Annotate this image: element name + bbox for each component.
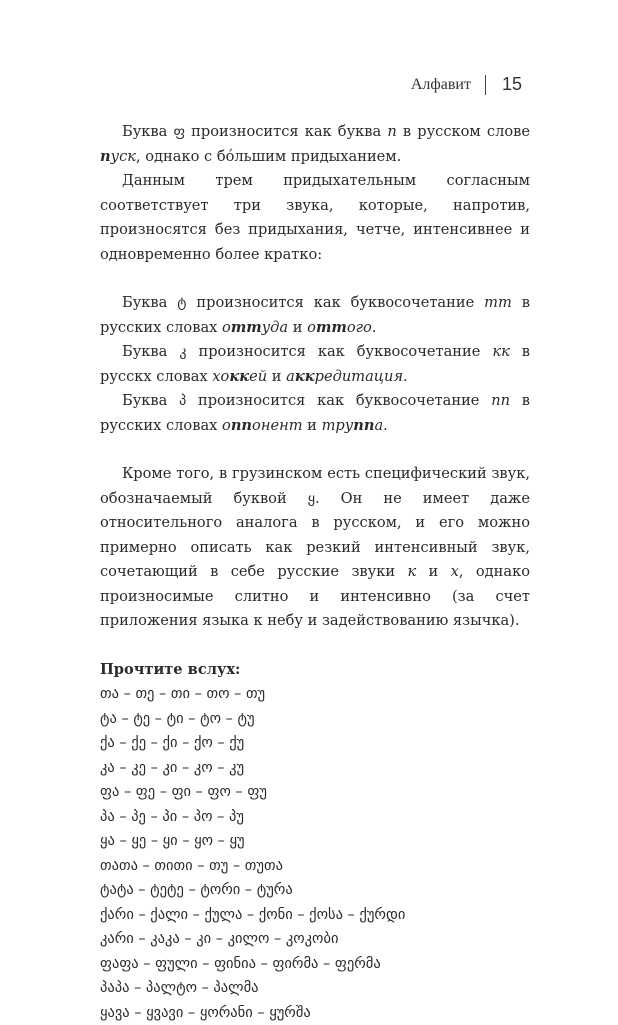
- exercise-line: ქა – ქე – ქი – ქო – ქუ: [100, 731, 530, 756]
- text: произносится как буквосочетание: [186, 294, 484, 311]
- paragraph-ph-letter: [100, 120, 530, 169]
- italic-text: п: [387, 123, 396, 140]
- exercise-line: ფაფა – ფული – ფინია – ფირმა – ფერმა: [100, 952, 530, 977]
- italic-text: уда: [262, 319, 288, 336]
- spacer: [100, 438, 530, 462]
- exercise-line: ყა – ყე – ყი – ყო – ყუ: [100, 829, 530, 854]
- exercise-list: [100, 682, 530, 1025]
- text: произносится как буквосочетание: [186, 392, 491, 409]
- text: и: [267, 368, 286, 385]
- italic-text: о: [307, 319, 316, 336]
- italic-text: х: [451, 563, 459, 580]
- exercise-line: ქარი – ქალი – ქულა – ქონი – ქოსა – ქურდი: [100, 903, 530, 928]
- text: Кроме того, в грузинском есть специфический звук, обозначаемый буквой: [100, 465, 530, 507]
- italic-text: уск: [111, 148, 136, 165]
- running-head: [411, 74, 522, 95]
- italic-text: к: [407, 563, 416, 580]
- paragraph-p-letter: [100, 389, 530, 438]
- text: в русскх словах: [100, 343, 530, 385]
- georgian-letter: ყ: [308, 491, 315, 507]
- header-divider: [485, 75, 486, 95]
- bold-italic-text: тт: [316, 319, 347, 336]
- text: произносится как буква: [185, 123, 387, 140]
- page-number: 15: [502, 74, 522, 95]
- exercise-line: თა – თე – თი – თო – თუ: [100, 682, 530, 707]
- exercise-line: პაპა – პალტო – პალმა: [100, 976, 530, 1001]
- text: . Он не имеет даже относительного аналога в русском, и его можно примерно описать как резкий интенсивный звук, сочетающий в себе русские звуки: [100, 490, 530, 581]
- bold-italic-text: п: [100, 148, 111, 165]
- italic-text: тт: [484, 294, 512, 311]
- italic-text: ого: [347, 319, 372, 336]
- text: , однако с бóльшим придыханием.: [136, 148, 401, 165]
- exercise-line: პა – პე – პი – პო – პუ: [100, 805, 530, 830]
- italic-text: кк: [492, 343, 509, 360]
- text: Буква: [122, 392, 179, 409]
- bold-italic-text: кк: [229, 368, 249, 385]
- text: в русском слове: [397, 123, 530, 140]
- text: Буква: [122, 294, 177, 311]
- text: и: [288, 319, 307, 336]
- spacer: [100, 267, 530, 291]
- exercise-line: კა – კე – კი – კო – კუ: [100, 756, 530, 781]
- spacer: [100, 634, 530, 658]
- page-body: [100, 120, 530, 1025]
- text: произносится как буквосочетание: [186, 343, 492, 360]
- georgian-letter: ფ: [173, 124, 185, 140]
- italic-text: а: [374, 417, 383, 434]
- italic-text: онент: [252, 417, 303, 434]
- exercise-title: Прочтите вслух:: [100, 658, 530, 683]
- exercise-line: ფა – ფე – ფი – ფო – ფუ: [100, 780, 530, 805]
- text: , однако произносимые слитно и интенсивно (за счет приложения языка к небу и задействованию язычка).: [100, 563, 530, 629]
- exercise-line: კარი – კაკა – კი – კილო – კოკობი: [100, 927, 530, 952]
- text: и: [303, 417, 322, 434]
- text: Буква: [122, 123, 173, 140]
- italic-text: ей: [249, 368, 267, 385]
- text: в русских словах: [100, 294, 530, 336]
- text: .: [383, 417, 388, 434]
- text: в русских словах: [100, 392, 530, 434]
- exercise-line: ყავა – ყვავი – ყორანი – ყურშა: [100, 1001, 530, 1025]
- text: .: [372, 319, 377, 336]
- paragraph-t-letter: [100, 291, 530, 340]
- georgian-letter: პ: [179, 393, 186, 409]
- italic-text: тру: [322, 417, 354, 434]
- italic-text: о: [222, 417, 231, 434]
- italic-text: редитация: [315, 368, 403, 385]
- section-title: Алфавит: [411, 76, 471, 94]
- bold-italic-text: тт: [231, 319, 262, 336]
- text: и: [416, 563, 450, 580]
- italic-text: пп: [491, 392, 510, 409]
- italic-text: хо: [212, 368, 229, 385]
- georgian-letter: ტ: [177, 295, 186, 311]
- bold-italic-text: пп: [231, 417, 252, 434]
- italic-text: о: [222, 319, 231, 336]
- text: .: [403, 368, 408, 385]
- text: Буква: [122, 343, 179, 360]
- bold-italic-text: пп: [353, 417, 374, 434]
- exercise-line: ტატა – ტეტე – ტორი – ტურა: [100, 878, 530, 903]
- exercise-line: თათა – თითი – თუ – თუთა: [100, 854, 530, 879]
- italic-text: а: [286, 368, 295, 385]
- paragraph-k-letter: [100, 340, 530, 389]
- georgian-letter: კ: [179, 344, 186, 360]
- paragraph-unaspirated-intro: Данным трем придыхательным согласным соответствует три звука, которые, напротив, произносятся без придыхания, четче, интенсивнее и одновременно более кратко:: [100, 169, 530, 267]
- bold-italic-text: кк: [295, 368, 315, 385]
- paragraph-q-letter: [100, 462, 530, 634]
- exercise-line: ტა – ტე – ტი – ტო – ტუ: [100, 707, 530, 732]
